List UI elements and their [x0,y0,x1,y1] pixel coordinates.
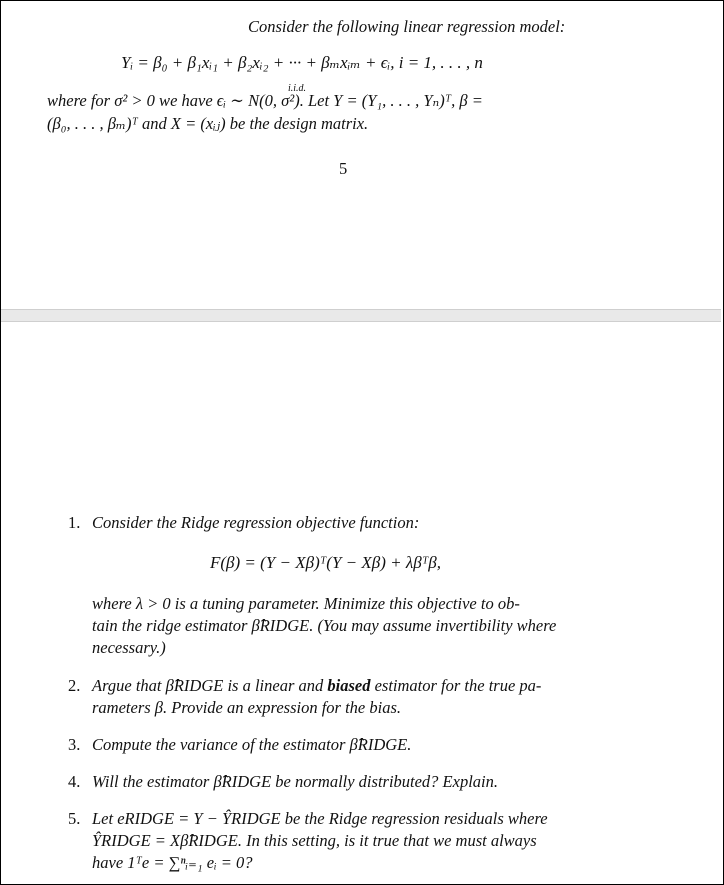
question-4 [68,771,499,793]
page-separator [1,309,721,322]
question-number: 4. [68,772,81,791]
question-5 [68,808,548,830]
regression-model-equation: Yᵢ = β₀ + β₁xᵢ₁ + β₂xᵢ₂ + ··· + βₘxᵢₘ + ϵᵢ, i = 1, . . . , n [121,53,483,72]
iid-label: i.i.d. [288,83,307,94]
assumption-line-2: (β₀, . . . , βₘ)ᵀ and X = (xᵢⱼ) be the design matrix. [47,114,369,133]
question-2 [68,675,542,697]
question-text-part: Argue that β̂RIDGE is a linear and [92,676,328,695]
question-text: necessary.) [92,638,166,657]
assumption-line-1: where for σ² > 0 we have ϵᵢ ∼ N(0, σ²). Let Y = (Y₁, . . . , Yₙ)ᵀ, β = [47,91,483,110]
page-number: 5 [339,159,348,178]
question-3 [68,734,412,756]
question-number: 1. [68,513,81,532]
question-text: tain the ridge estimator β̂RIDGE. (You may assume invertibility where [92,616,557,635]
ridge-objective-formula: F(β) = (Y − Xβ)ᵀ(Y − Xβ) + λβᵀβ, [210,553,441,572]
question-text: where λ > 0 is a tuning parameter. Minimize this objective to ob- [92,594,520,613]
emphasis-biased: biased [327,676,371,695]
question-text: Compute the variance of the estimator β̂RIDGE. [92,735,412,754]
question-number: 5. [68,809,81,828]
question-number: 2. [68,676,81,695]
question-1 [68,512,420,534]
question-number: 3. [68,735,81,754]
question-text: Let eRIDGE = Y − ŶRIDGE be the Ridge regression residuals where [92,809,548,828]
question-text: Will the estimator β̂RIDGE be normally distributed? Explain. [92,772,499,791]
question-text: ŶRIDGE = Xβ̂RIDGE. In this setting, is it true that we must always [92,831,537,850]
page-top [1,1,721,309]
question-text [92,675,541,697]
question-text: rameters β. Provide an expression for the bias. [92,698,401,717]
question-text-part: estimator for the true pa- [370,676,542,695]
question-text: have 1ᵀe = ∑ⁿᵢ₌₁ eᵢ = 0? [92,853,253,872]
question-text: Consider the Ridge regression objective function: [92,513,420,532]
intro-text: Consider the following linear regression model: [248,17,566,36]
